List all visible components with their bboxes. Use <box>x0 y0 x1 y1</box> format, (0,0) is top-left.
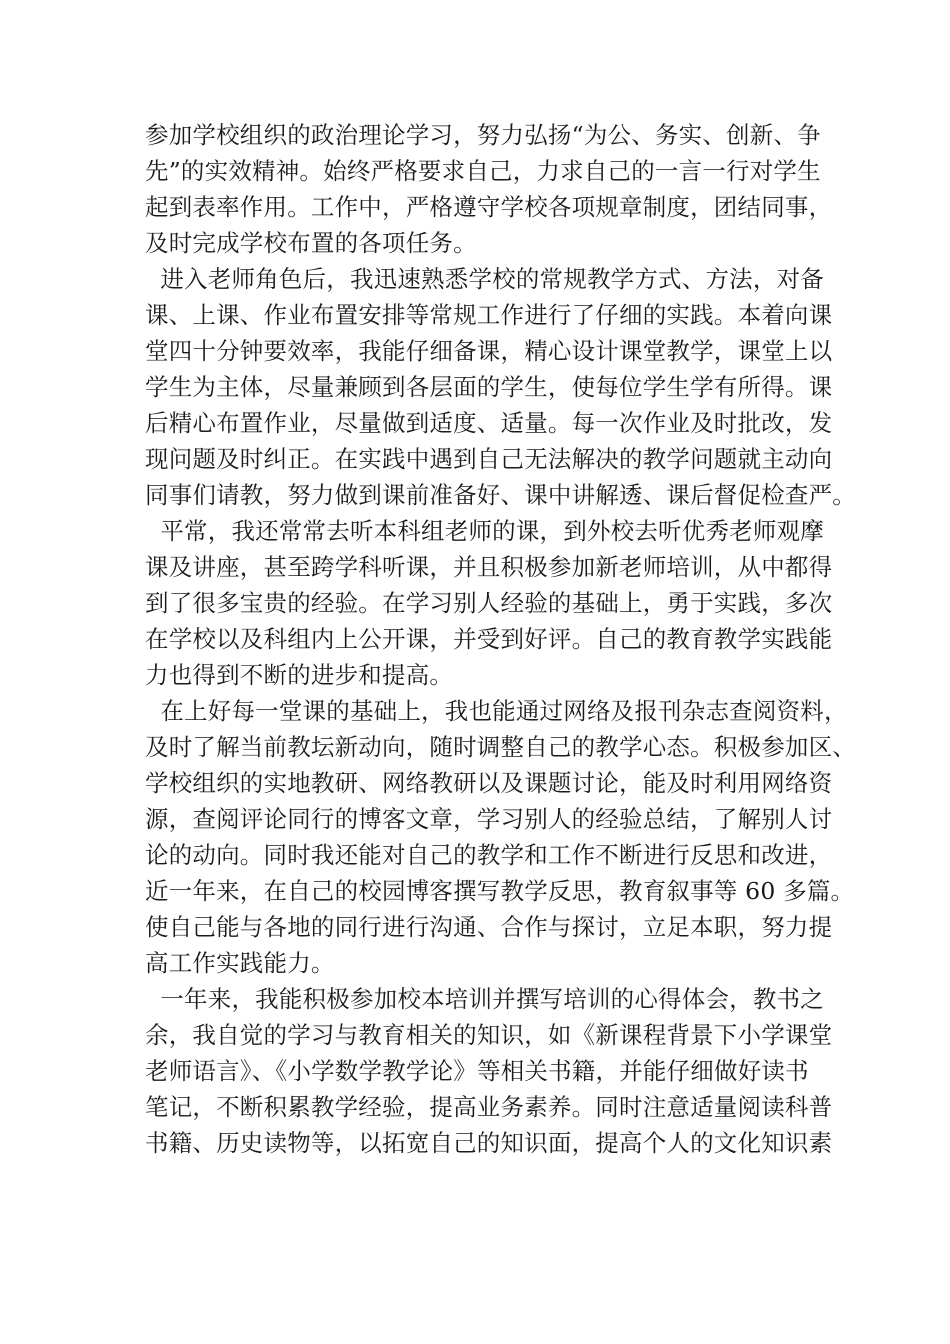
text-line: 在上好每一堂课的基础上，我也能通过网络及报刊杂志查阅资料， <box>145 697 848 725</box>
text-line: 现问题及时纠正。在实践中遇到自己无法解决的教学问题就主动向 <box>145 445 833 473</box>
paragraph-5 <box>145 981 833 1161</box>
text-line: 余，我自觉的学习与教育相关的知识，如《新课程背景下小学课堂 <box>145 1021 833 1049</box>
text-line: 课及讲座，甚至跨学科听课，并且积极参加新老师培训，从中都得 <box>145 553 833 581</box>
text-line: 到了很多宝贵的经验。在学习别人经验的基础上，勇于实践，多次 <box>145 589 833 617</box>
text-line: 参加学校组织的政治理论学习，努力弘扬“为公、务实、创新、争 <box>145 121 821 149</box>
text-line: 先”的实效精神。始终严格要求自己，力求自己的一言一行对学生 <box>145 157 821 185</box>
text-line: 课、上课、作业布置安排等常规工作进行了仔细的实践。本着向课 <box>145 301 833 329</box>
text-line: 笔记，不断积累教学经验，提高业务素养。同时注意适量阅读科普 <box>145 1093 833 1121</box>
document-body <box>145 117 856 1161</box>
text-line: 后精心布置作业，尽量做到适度、适量。每一次作业及时批改，发 <box>145 409 833 437</box>
paragraph-2 <box>145 261 856 513</box>
text-line: 及时完成学校布置的各项任务。 <box>145 229 477 257</box>
text-line: 进入老师角色后，我迅速熟悉学校的常规教学方式、方法，对备 <box>145 265 824 293</box>
text-line: 书籍、历史读物等，以拓宽自己的知识面，提高个人的文化知识素 <box>145 1129 833 1157</box>
text-line: 源，查阅评论同行的博客文章，学习别人的经验总结，了解别人讨 <box>145 805 833 833</box>
text-line: 一年来，我能积极参加校本培训并撰写培训的心得体会，教书之 <box>145 985 824 1013</box>
text-line: 起到表率作用。工作中，严格遵守学校各项规章制度，团结同事， <box>145 193 833 221</box>
text-line: 力也得到不断的进步和提高。 <box>145 661 454 689</box>
text-line: 堂四十分钟要效率，我能仔细备课，精心设计课堂教学，课堂上以 <box>145 337 833 365</box>
paragraph-1 <box>145 117 833 261</box>
text-line: 学生为主体，尽量兼顾到各层面的学生，使每位学生学有所得。课 <box>145 373 833 401</box>
text-line: 及时了解当前教坛新动向，随时调整自己的教学心态。积极参加区、 <box>145 733 856 761</box>
text-line: 学校组织的实地教研、网络教研以及课题讨论，能及时利用网络资 <box>145 769 833 797</box>
text-line: 论的动向。同时我还能对自己的教学和工作不断进行反思和改进， <box>145 841 833 869</box>
text-line: 高工作实践能力。 <box>145 949 335 977</box>
text-line: 平常，我还常常去听本科组老师的课，到外校去听优秀老师观摩 <box>145 517 824 545</box>
text-line: 同事们请教，努力做到课前准备好、课中讲解透、课后督促检查严。 <box>145 481 856 509</box>
paragraph-4 <box>145 693 856 981</box>
text-line: 在学校以及科组内上公开课，并受到好评。自己的教育教学实践能 <box>145 625 833 653</box>
text-line: 近一年来，在自己的校园博客撰写教学反思，教育叙事等 60 多篇。 <box>145 877 855 905</box>
paragraph-3 <box>145 513 833 693</box>
text-line: 老师语言》、《小学数学教学论》等相关书籍，并能仔细做好读书 <box>145 1057 809 1085</box>
text-line: 使自己能与各地的同行进行沟通、合作与探讨，立足本职，努力提 <box>145 913 833 941</box>
